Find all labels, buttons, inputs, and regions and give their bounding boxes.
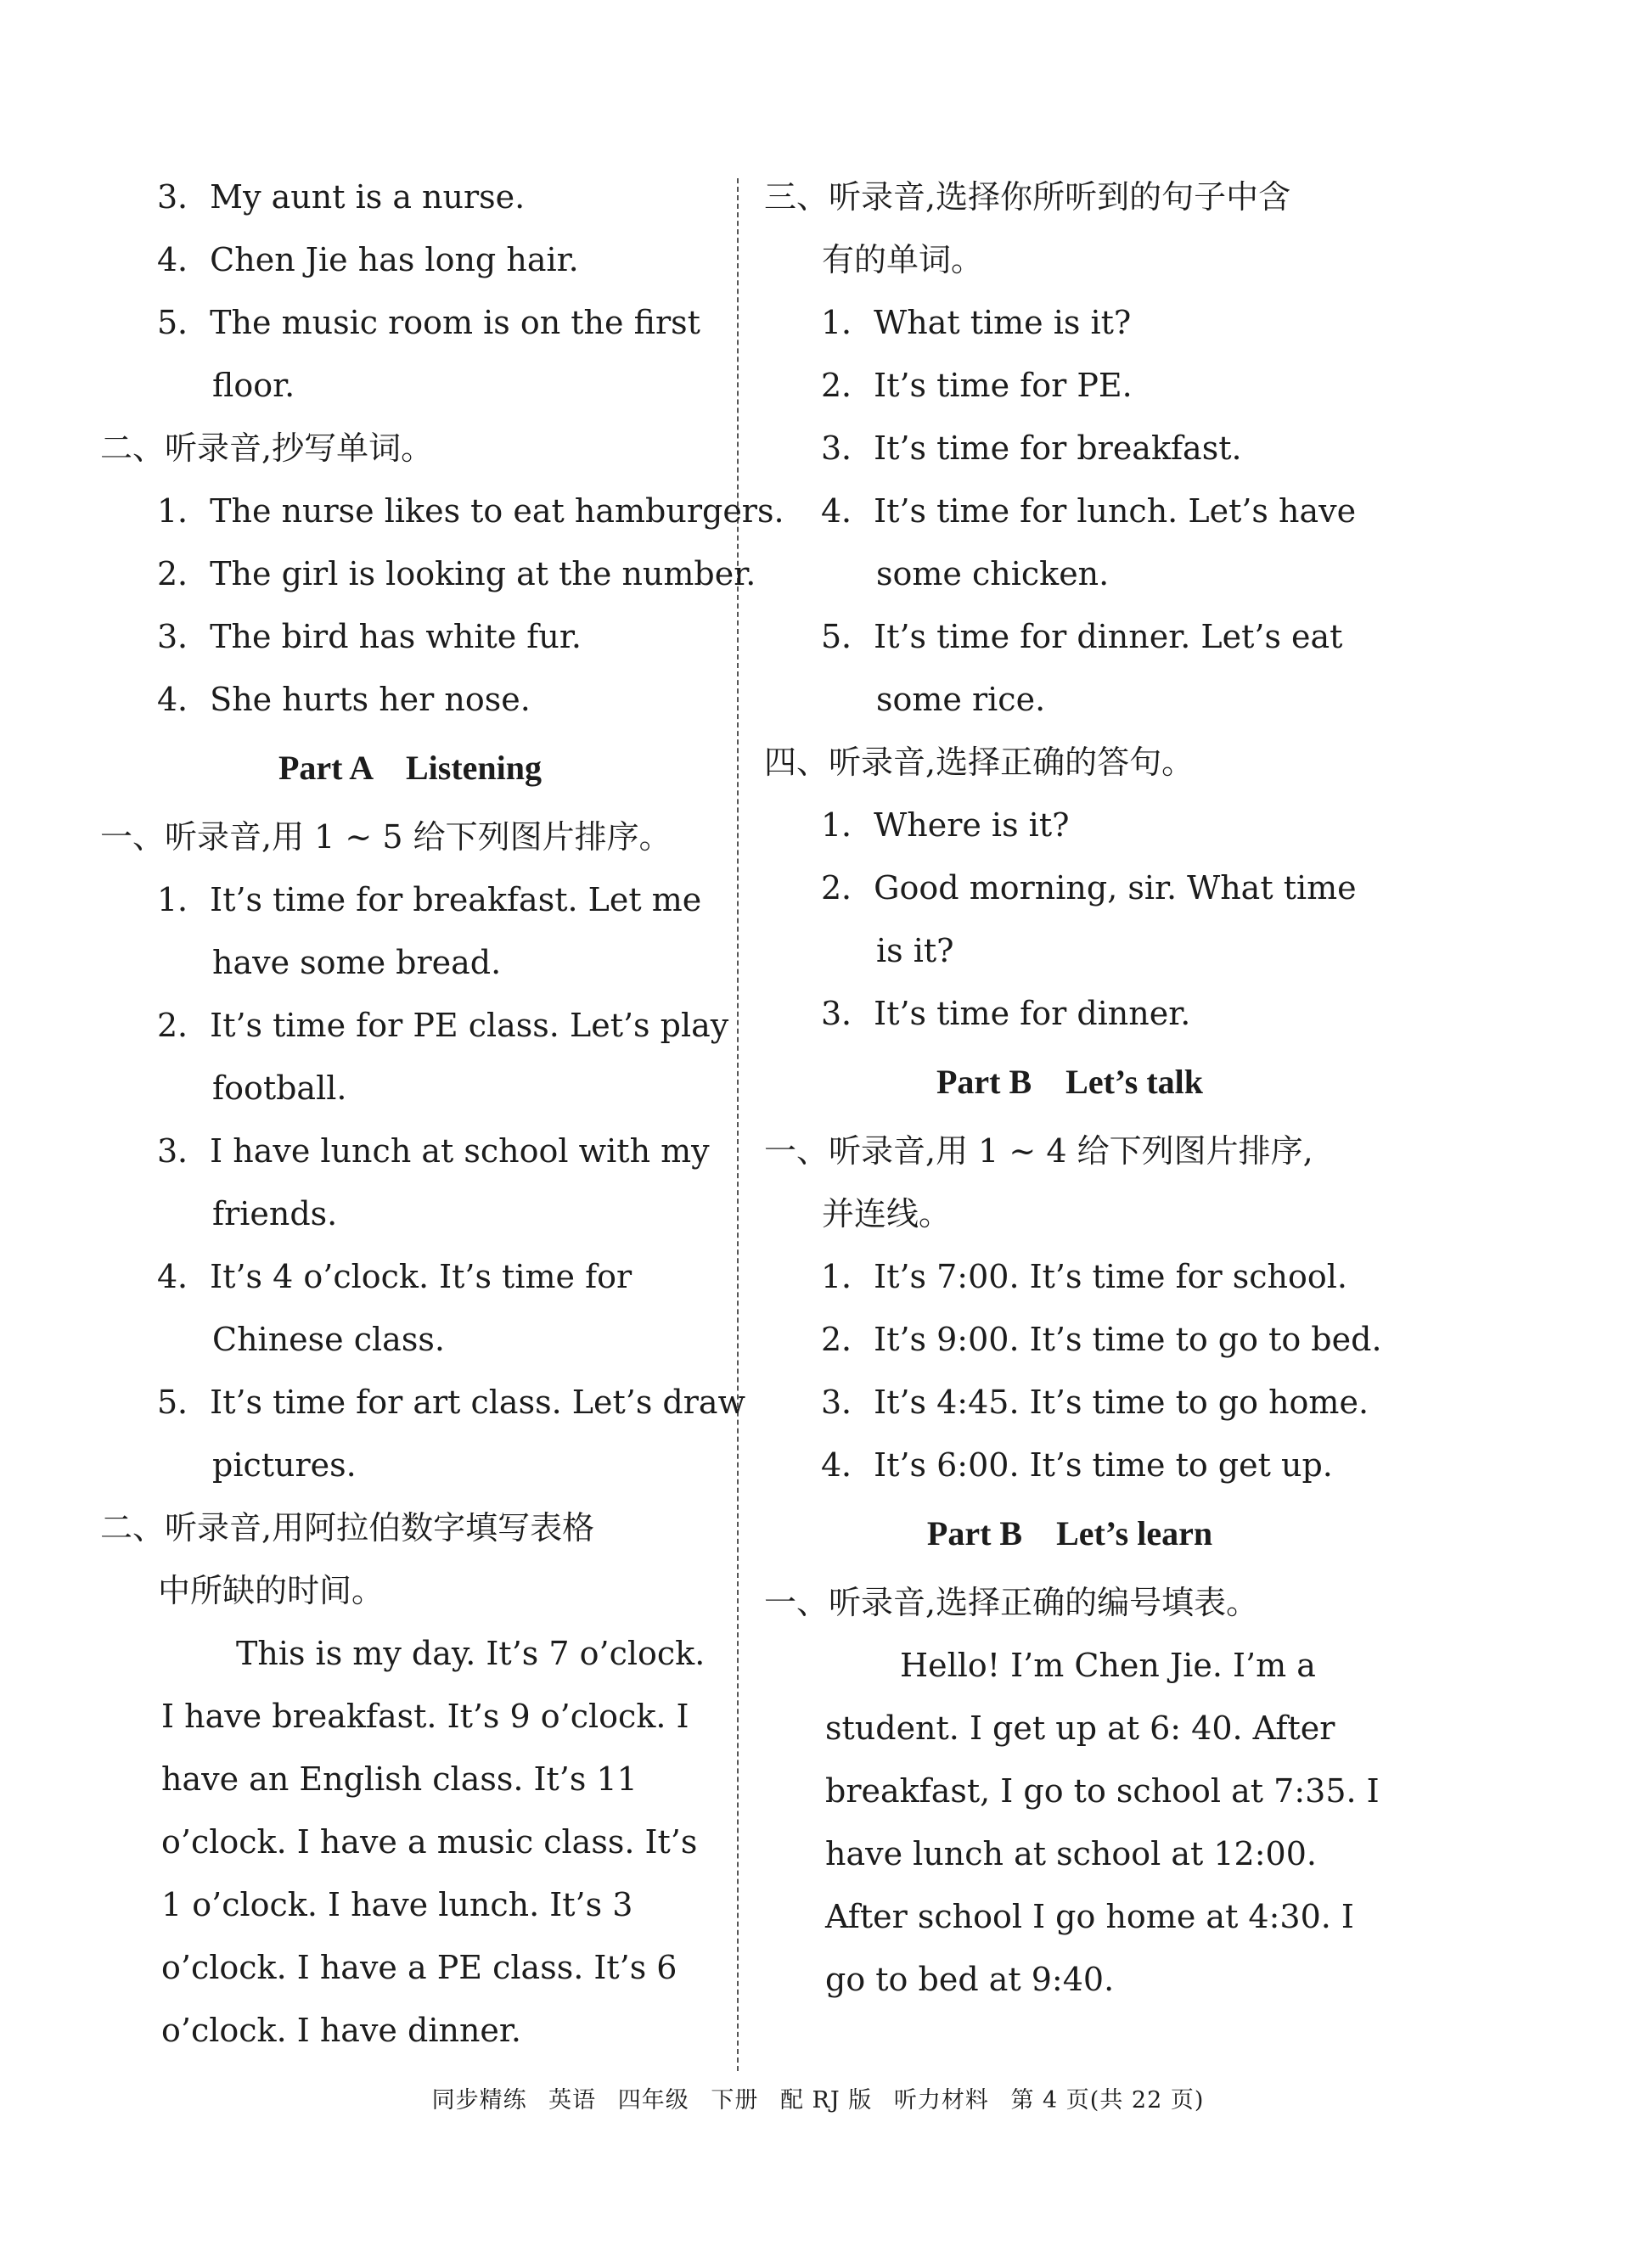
- section-heading: 一、听录音,用 1 ~ 4 给下列图片排序,: [764, 1132, 1313, 1170]
- part-title: Part B Let’s talk: [936, 1063, 1204, 1101]
- paragraph-line: After school I go home at 4:30. I: [825, 1898, 1354, 1935]
- section-heading-cont: 中所缺的时间。: [158, 1572, 385, 1609]
- text-line: football.: [212, 1069, 347, 1107]
- list-item: 5．It’s time for art class. Let’s draw: [157, 1384, 746, 1421]
- paragraph-line: breakfast, I go to school at 7:35. I: [825, 1772, 1380, 1810]
- list-item: 3．I have lunch at school with my: [157, 1132, 710, 1170]
- list-item: 3．The bird has white fur.: [157, 618, 582, 655]
- text-line: some chicken.: [876, 555, 1110, 592]
- text-line: friends.: [212, 1195, 338, 1232]
- list-item: 4．She hurts her nose.: [157, 681, 531, 718]
- paragraph-line: 1 o’clock. I have lunch. It’s 3: [161, 1886, 633, 1923]
- list-item: 1．It’s 7:00. It’s time for school.: [821, 1258, 1348, 1295]
- paragraph-line: o’clock. I have a music class. It’s: [161, 1823, 698, 1861]
- footer-series: 同步精练: [431, 2087, 527, 2114]
- paragraph-line: This is my day. It’s 7 o’clock.: [236, 1635, 706, 1672]
- section-heading: 二、听录音,用阿拉伯数字填写表格: [100, 1509, 595, 1547]
- section-heading: 四、听录音,选择正确的答句。: [764, 744, 1195, 781]
- list-item: 5．It’s time for dinner. Let’s eat: [821, 618, 1343, 655]
- footer-subject: 英语: [548, 2087, 597, 2114]
- part-title: Part A Listening: [278, 749, 543, 787]
- list-item: 3．It’s time for breakfast.: [821, 429, 1242, 467]
- section-heading-cont: 有的单词。: [822, 241, 984, 278]
- list-item: 1．The nurse likes to eat hamburgers.: [157, 492, 784, 530]
- list-item: 3．It’s 4:45. It’s time to go home.: [821, 1384, 1369, 1421]
- left-column: [100, 166, 784, 2062]
- section-heading-cont: 并连线。: [822, 1195, 952, 1232]
- paragraph-line: have lunch at school at 12:00.: [825, 1835, 1317, 1872]
- paragraph-line: o’clock. I have a PE class. It’s 6: [161, 1949, 677, 1986]
- column-divider: [737, 178, 739, 2071]
- page-footer: [0, 2081, 1636, 2114]
- text-line: some rice.: [876, 681, 1046, 718]
- footer-page-number: 第 4 页(共 22 页): [1010, 2087, 1205, 2114]
- text-line: Chinese class.: [212, 1321, 445, 1358]
- paragraph-line: have an English class. It’s 11: [161, 1760, 638, 1798]
- paragraph-line: Hello! I’m Chen Jie. I’m a: [900, 1647, 1316, 1684]
- list-item: 3．It’s time for dinner.: [821, 995, 1191, 1032]
- section-heading: 二、听录音,抄写单词。: [100, 429, 434, 467]
- text-line: floor.: [212, 367, 295, 404]
- section-heading: 一、听录音,用 1 ~ 5 给下列图片排序。: [100, 818, 672, 856]
- list-item: 4．It’s time for lunch. Let’s have: [821, 492, 1357, 530]
- list-item: 1．It’s time for breakfast. Let me: [157, 881, 702, 918]
- list-item: 2．It’s time for PE class. Let’s play: [157, 1007, 729, 1044]
- list-item: 4．It’s 6:00. It’s time to get up.: [821, 1446, 1333, 1484]
- section-heading: 三、听录音,选择你所听到的句子中含: [764, 178, 1291, 216]
- section-heading: 一、听录音,选择正确的编号填表。: [764, 1584, 1259, 1621]
- footer-grade: 四年级: [617, 2087, 689, 2114]
- list-item: 4．It’s 4 o’clock. It’s time for: [157, 1258, 632, 1295]
- paragraph-line: student. I get up at 6: 40. After: [825, 1709, 1335, 1747]
- paragraph-line: go to bed at 9:40.: [825, 1961, 1115, 1998]
- text-line: 5．The music room is on the first: [157, 304, 700, 341]
- list-item: 2．The girl is looking at the number.: [157, 555, 756, 592]
- list-item: 1．What time is it?: [821, 304, 1132, 341]
- list-item: 2．It’s 9:00. It’s time to go to bed.: [821, 1321, 1382, 1358]
- text-line: is it?: [876, 932, 954, 969]
- list-item: 1．Where is it?: [821, 806, 1070, 844]
- paragraph-line: I have breakfast. It’s 9 o’clock. I: [161, 1698, 689, 1735]
- footer-material: 听力材料: [893, 2087, 989, 2114]
- text-line: 4．Chen Jie has long hair.: [157, 241, 579, 278]
- footer-edition: 配 RJ 版: [779, 2087, 873, 2114]
- text-line: pictures.: [212, 1446, 357, 1484]
- list-item: 2．It’s time for PE.: [821, 367, 1133, 404]
- right-column: [764, 166, 1382, 2011]
- footer-volume: 下册: [711, 2087, 759, 2114]
- text-line: have some bread.: [212, 944, 502, 981]
- paragraph-line: o’clock. I have dinner.: [161, 2012, 521, 2049]
- text-line: 3．My aunt is a nurse.: [157, 178, 526, 216]
- part-title: Part B Let’s learn: [926, 1514, 1213, 1552]
- list-item: 2．Good morning, sir. What time: [821, 869, 1357, 907]
